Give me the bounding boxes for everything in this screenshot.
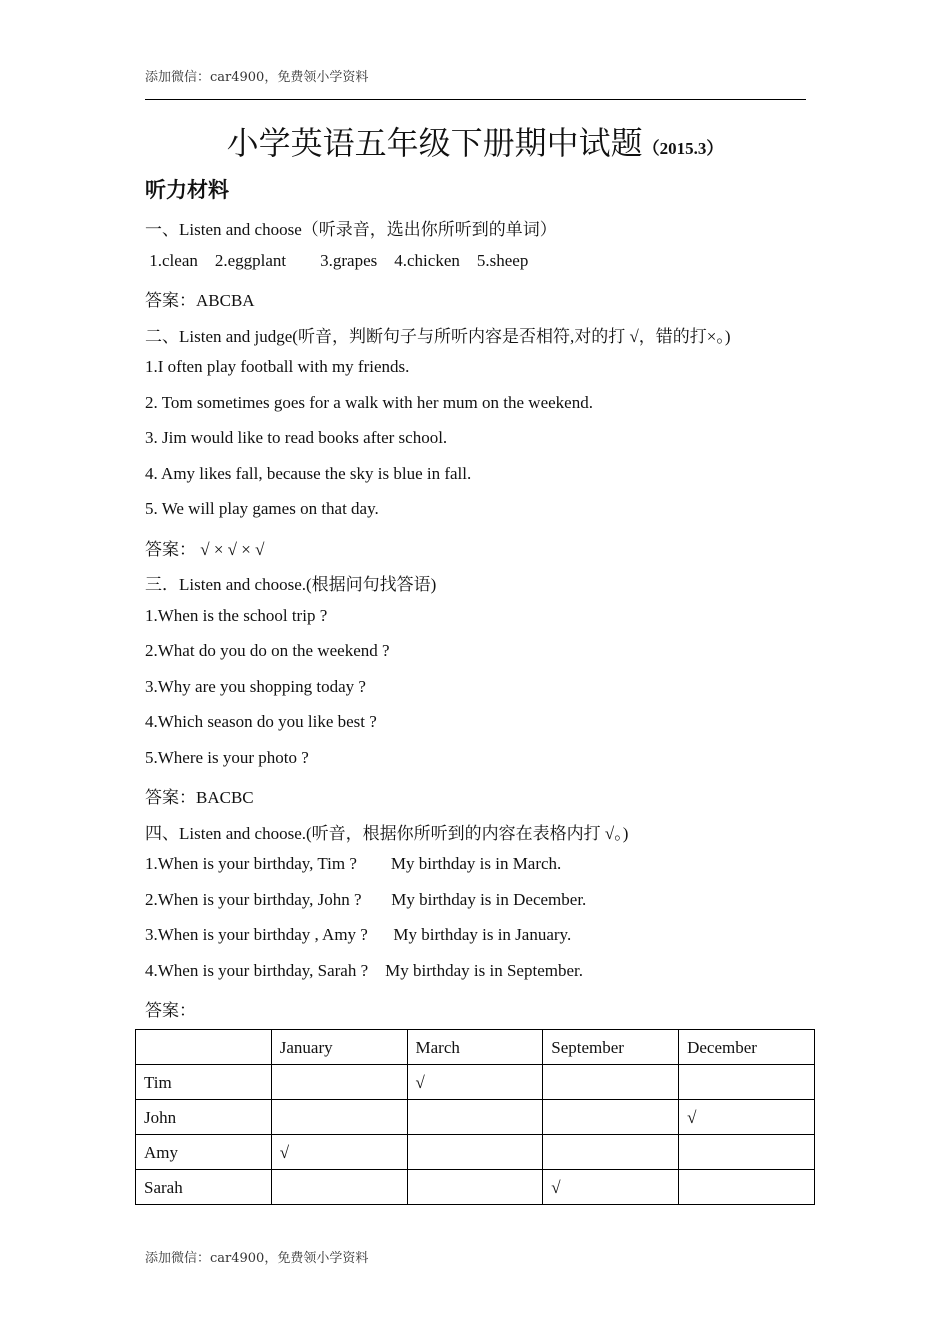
part3-item: 5.Where is your photo ?	[145, 748, 309, 767]
part3-answer: 答案：BACBC	[145, 788, 254, 807]
table-cell	[679, 1135, 815, 1170]
table-cell	[407, 1135, 543, 1170]
table-cell: Tim	[136, 1065, 272, 1100]
table-row	[136, 1170, 815, 1205]
part2-item: 5. We will play games on that day.	[145, 499, 379, 518]
table-cell	[543, 1065, 679, 1100]
title-main: 小学英语五年级下册期中试题	[226, 124, 643, 162]
part2-item: 3. Jim would like to read books after school.	[145, 428, 448, 447]
part4-heading: 四、Listen and choose.(听音，根据你所听到的内容在表格内打 √。)	[145, 824, 629, 843]
part3-item: 4.Which season do you like best ?	[145, 712, 377, 731]
table-header-cell: January	[271, 1030, 407, 1065]
part1-answer: 答案：ABCBA	[145, 291, 255, 310]
table-header-cell	[136, 1030, 272, 1065]
table-cell	[407, 1170, 543, 1205]
part1-words: 1.clean 2.eggplant 3.grapes 4.chicken 5.sheep	[145, 251, 529, 270]
part4-item: 3.When is your birthday , Amy ? My birthday is in January.	[145, 925, 572, 944]
answer-table	[135, 1029, 815, 1205]
table-row	[136, 1100, 815, 1135]
section-heading: 听力材料	[145, 177, 229, 202]
table-cell	[679, 1170, 815, 1205]
part2-heading: 二、Listen and judge(听音，判断句子与所听内容是否相符,对的打 √，错的打×。)	[145, 327, 731, 346]
table-cell	[271, 1170, 407, 1205]
title-date: （2015.3）	[642, 139, 724, 158]
table-cell: √	[543, 1170, 679, 1205]
table-header-cell: March	[407, 1030, 543, 1065]
table-cell	[271, 1065, 407, 1100]
table-header-row	[136, 1030, 815, 1065]
header-divider	[145, 99, 806, 100]
table-cell	[271, 1100, 407, 1135]
table-cell	[543, 1135, 679, 1170]
part4-item: 2.When is your birthday, John ? My birthday is in December.	[145, 890, 587, 909]
table-header-cell: September	[543, 1030, 679, 1065]
part3-heading: 三．Listen and choose.(根据问句找答语)	[145, 575, 437, 594]
part4-answer-label: 答案：	[145, 1001, 196, 1020]
table-cell: √	[679, 1100, 815, 1135]
page-title	[0, 118, 950, 164]
part3-item: 2.What do you do on the weekend ?	[145, 641, 390, 660]
part2-item: 4. Amy likes fall, because the sky is blue in fall.	[145, 464, 472, 483]
part3-item: 1.When is the school trip ?	[145, 606, 328, 625]
table-row	[136, 1065, 815, 1100]
part3-item: 3.Why are you shopping today ?	[145, 677, 366, 696]
table-cell: √	[271, 1135, 407, 1170]
table-cell: John	[136, 1100, 272, 1135]
table-row	[136, 1135, 815, 1170]
page-header: 添加微信：car4900，免费领小学资料	[145, 70, 369, 85]
page-footer: 添加微信：car4900，免费领小学资料	[145, 1251, 369, 1266]
part1-heading: 一、Listen and choose（听录音，选出你所听到的单词）	[145, 220, 557, 239]
table-cell: √	[407, 1065, 543, 1100]
part2-item: 2. Tom sometimes goes for a walk with her mum on the weekend.	[145, 393, 593, 412]
part2-answer: 答案： √ × √ × √	[145, 540, 265, 559]
part2-item: 1.I often play football with my friends.	[145, 357, 410, 376]
table-header-cell: December	[679, 1030, 815, 1065]
table-cell	[679, 1065, 815, 1100]
table-cell	[407, 1100, 543, 1135]
part4-item: 4.When is your birthday, Sarah ? My birthday is in September.	[145, 961, 583, 980]
table-cell: Amy	[136, 1135, 272, 1170]
part4-item: 1.When is your birthday, Tim ? My birthday is in March.	[145, 854, 562, 873]
table-cell	[543, 1100, 679, 1135]
table-cell: Sarah	[136, 1170, 272, 1205]
